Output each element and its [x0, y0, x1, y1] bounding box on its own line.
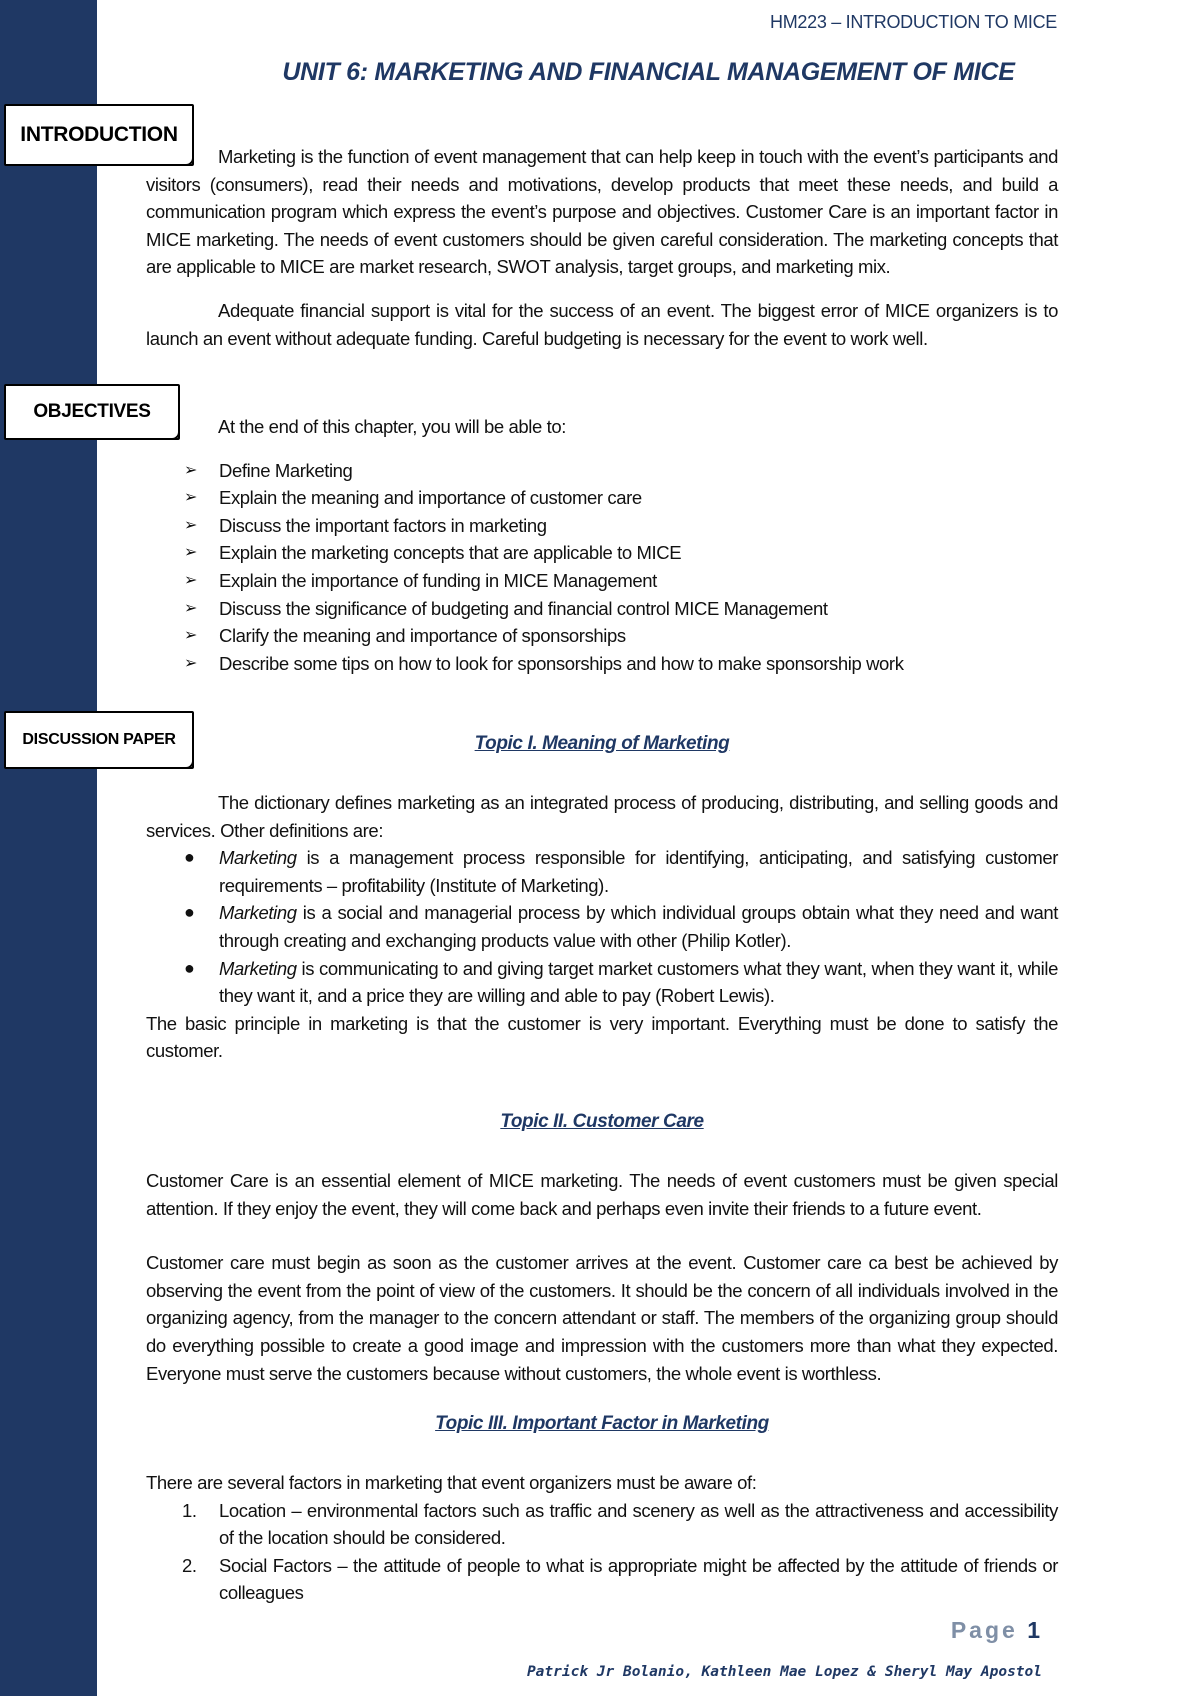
topic-3-heading: Topic III. Important Factor in Marketing: [435, 1413, 769, 1434]
authors-footer: Patrick Jr Bolanio, Kathleen Mae Lopez & Sheryl May Apostol: [526, 1664, 1042, 1680]
list-item: ➢ Clarify the meaning and importance of sponsorships: [146, 622, 1058, 650]
objectives-section: [146, 413, 1058, 677]
intro-paragraph-2: Adequate financial support is vital for the success of an event. The biggest error of MICE organizers is to launch an event without adequate funding. Careful budgeting is necessary for the event to work well.: [146, 299, 1058, 349]
arrow-bullet-icon: ➢: [184, 489, 198, 507]
list-item: ● Marketing is a management process responsible for identifying, anticipating, and satisfying customer requirements – profitability (Institute of Marketing).: [146, 844, 1058, 899]
arrow-bullet-icon: ➢: [184, 544, 198, 562]
arrow-bullet-icon: ➢: [184, 599, 198, 617]
page-number: Page 1: [950, 1617, 1043, 1643]
topic-2-heading: Topic II. Customer Care: [500, 1111, 704, 1132]
list-item: ➢ Discuss the important factors in marketing: [146, 512, 1058, 540]
topic-3-intro: There are several factors in marketing that event organizers must be aware of:: [146, 1472, 757, 1493]
section-tag-discussion: DISCUSSION PAPER: [4, 711, 194, 769]
page-title: UNIT 6: MARKETING AND FINANCIAL MANAGEMENT OF MICE: [282, 58, 1015, 86]
factors-list: [146, 1497, 1058, 1607]
bullet-dot-icon: ●: [184, 847, 195, 868]
list-item: ➢ Explain the importance of funding in MICE Management: [146, 567, 1058, 595]
bullet-dot-icon: ●: [184, 957, 195, 978]
arrow-bullet-icon: ➢: [184, 654, 198, 672]
list-item: ● Marketing is a social and managerial process by which individual groups obtain what they need and want through creating and exchanging products value with other (Philip Kotler).: [146, 899, 1058, 954]
list-item: ➢ Explain the meaning and importance of customer care: [146, 484, 1058, 512]
arrow-bullet-icon: ➢: [184, 571, 198, 589]
list-item: ➢ Define Marketing: [146, 457, 1058, 485]
intro-paragraph-1: Marketing is the function of event management that can help keep in touch with the event’s participants and visitors (consumers), read their needs and motivations, develop products that meet these needs, and build a communication program which express the event’s purpose and objectives. Customer Care is an important factor in MICE marketing. The needs of event customers should be given careful consideration. The marketing concepts that are applicable to MICE are market research, SWOT analysis, target groups, and marketing mix.: [146, 146, 1058, 278]
topic-1-heading: Topic I. Meaning of Marketing: [474, 733, 730, 754]
section-tag-objectives: OBJECTIVES: [4, 384, 180, 440]
list-item: ➢ Discuss the significance of budgeting and financial control MICE Management: [146, 595, 1058, 623]
definitions-list: [146, 844, 1058, 1010]
topic-1-closing: The basic principle in marketing is that the customer is very important. Everything must be done to satisfy the customer.: [146, 1012, 1058, 1062]
list-item: ➢ Describe some tips on how to look for sponsorships and how to make sponsorship work: [146, 650, 1058, 678]
topic-1-intro: The dictionary defines marketing as an integrated process of producing, distributing, and selling goods and services. Other definitions are:: [146, 792, 1058, 841]
arrow-bullet-icon: ➢: [184, 516, 198, 534]
topic-1-section: [146, 789, 1058, 1065]
section-tag-introduction: INTRODUCTION: [4, 104, 194, 166]
list-item: ➢ Explain the marketing concepts that are applicable to MICE: [146, 539, 1058, 567]
bullet-dot-icon: ●: [184, 902, 195, 923]
topic-3-section: [146, 1469, 1058, 1607]
arrow-bullet-icon: ➢: [184, 627, 198, 645]
topic-2-paragraph-1: Customer Care is an essential element of MICE marketing. The needs of event customers must be given special attention. If they enjoy the event, they will come back and perhaps even invite their friends to a future event.: [146, 1170, 1058, 1219]
list-item: 2. Social Factors – the attitude of people to what is appropriate might be affected by the attitude of friends or colleagues: [182, 1554, 1058, 1604]
introduction-section: [146, 143, 1058, 352]
topic-2-paragraph-2: Customer care must begin as soon as the customer arrives at the event. Customer care ca best be achieved by observing the event from the point of view of the customers. It should be the concern of all individuals involved in the organizing agency, from the manager to the concern attendant or staff. The members of the organizing group should do everything possible to create a good image and impression with the customers more than what they expected. Everyone must serve the customers because without customers, the whole event is worthless.: [146, 1252, 1058, 1384]
arrow-bullet-icon: ➢: [184, 461, 198, 479]
list-item: ● Marketing is communicating to and giving target market customers what they want, when they want it, while they want it, and a price they are willing and able to pay (Robert Lewis).: [146, 955, 1058, 1010]
objectives-lead: At the end of this chapter, you will be able to:: [218, 416, 566, 437]
objectives-list: [146, 457, 1058, 678]
list-item: 1. Location – environmental factors such as traffic and scenery as well as the attractiveness and accessibility of the location should be considered.: [182, 1499, 1058, 1549]
running-header: HM223 – INTRODUCTION TO MICE: [770, 12, 1057, 32]
sidebar-band: [0, 0, 97, 1696]
topic-2-section: [146, 1167, 1058, 1387]
